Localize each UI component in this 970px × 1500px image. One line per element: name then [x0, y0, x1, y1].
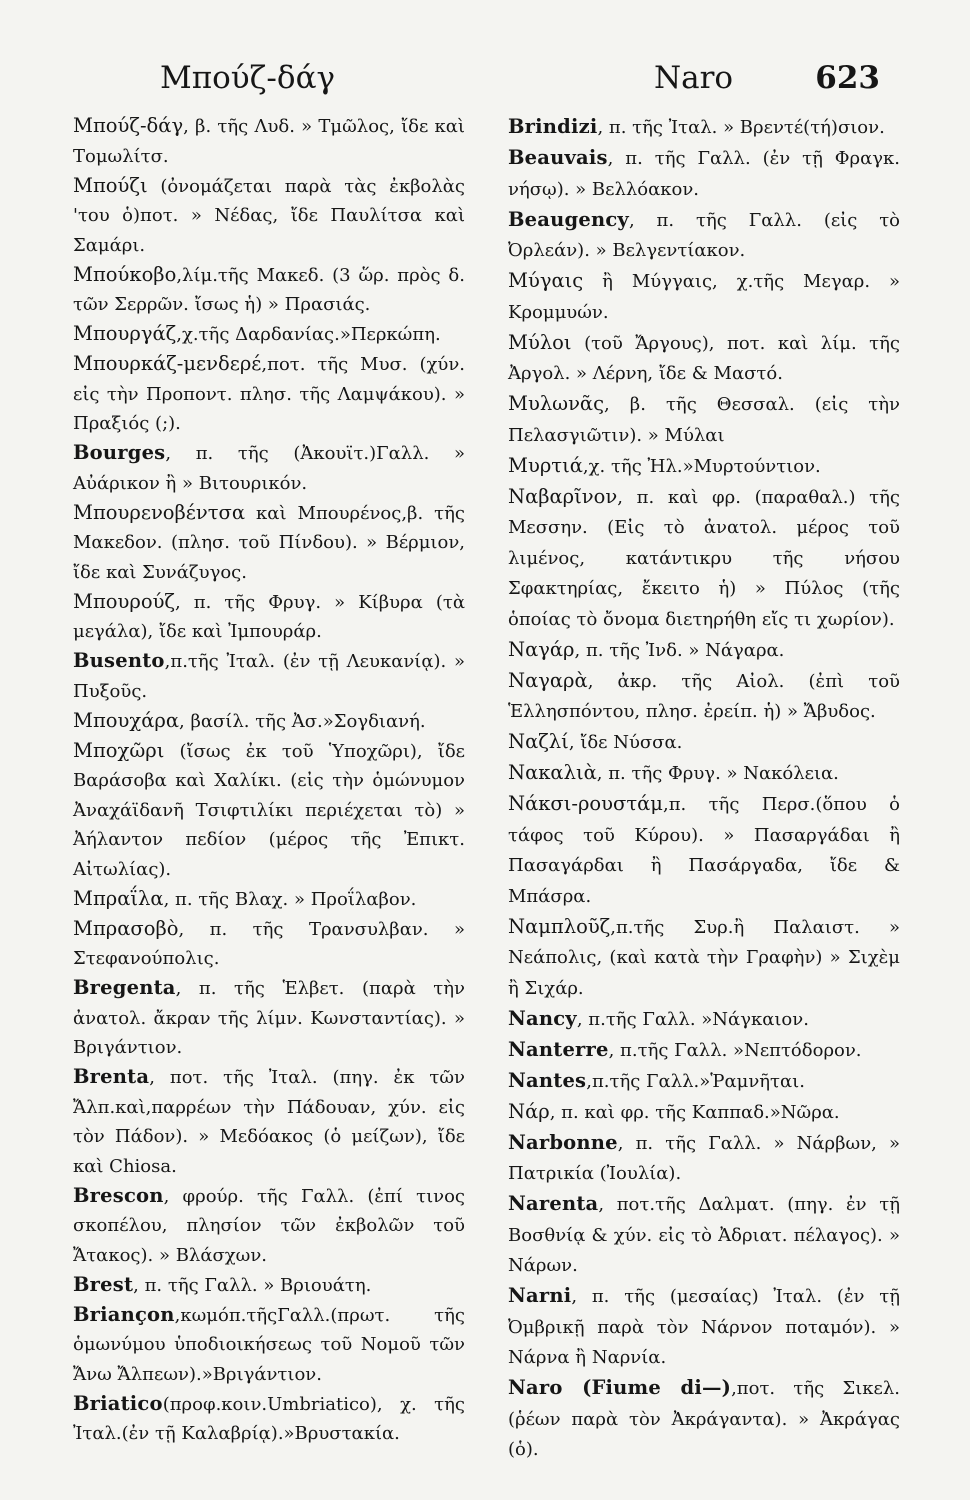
dictionary-entry: [508, 389, 900, 450]
entry-definition: , π. τῆς Φρυγ. » Κίβυρα (τὰ μεγάλα), ἴδε καὶ Ἰμπουράρ.: [73, 591, 465, 642]
dictionary-entry: [508, 789, 900, 911]
entry-headword: Brest: [73, 1272, 134, 1296]
dictionary-entry: [508, 1281, 900, 1373]
dictionary-entry: [508, 912, 900, 1004]
entry-headword: Brescon: [73, 1183, 164, 1207]
entry-definition: καὶ Μπουρένος,β. τῆς Μακεδον. (πλησ. τοῦ Πίνδου). » Βέρμιον, ἴδε καὶ Συνάζυγος.: [73, 502, 465, 583]
entry-headword: Μπούζ-δάγ: [73, 114, 184, 137]
entry-definition: (ὀνομάζεται παρὰ τὰς ἐκβολὰς 'του ὁ)ποτ. » Νέδας, ἴδε Παυλίτσα καὶ Σαμάρι.: [73, 175, 465, 256]
dictionary-entry: [508, 727, 900, 758]
dictionary-entry: [508, 112, 900, 143]
entry-headword: Beauvais: [508, 146, 608, 169]
entry-definition: , β. τῆς Λυδ. » Τμῶλος, ἴδε καὶ Τομωλίτσ.: [73, 116, 465, 167]
entry-definition: ,π. τῆς Περσ.(ὅπου ὁ τάφος τοῦ Κύρου). » Πασαργάδαι ἢ Πασαγάρδαι ἢ Πασάργαδα, ἴδε & Μπάσρα.: [508, 794, 900, 907]
dictionary-entry: [508, 1066, 900, 1097]
entry-headword: Brenta: [73, 1065, 150, 1088]
entry-definition: , ἀκρ. τῆς Αἰολ. (ἐπὶ τοῦ Ἑλλησπόντου, πλησ. ἐρείπ. ἡ) » Ἄβυδος.: [508, 670, 900, 722]
entry-definition: , ποτ.τῆς Δαλματ. (πηγ. ἐν τῇ Βοσθνίᾳ & χύν. εἰς τὸ Ἀδριατ. πέλαγος). » Νάρων.: [508, 1194, 900, 1276]
entry-headword: Ναζλί: [508, 730, 569, 753]
dictionary-entry: [508, 266, 900, 327]
dictionary-entry: [73, 261, 465, 320]
dictionary-entry: [73, 320, 465, 350]
dictionary-entry: [73, 439, 465, 498]
dictionary-entry: [508, 328, 900, 389]
header-last-entry: Naro: [654, 60, 734, 96]
entry-headword: Briatico: [73, 1391, 163, 1415]
entry-definition: , π. καὶ φρ. τῆς Καππαδ.»Νῶρα.: [549, 1101, 840, 1123]
entry-definition: ,λίμ.τῆς Μακεδ. (3 ὥρ. πρὸς δ. τῶν Σερρῶν. ἴσως ἡ) » Πρασιάς.: [73, 264, 465, 315]
dictionary-entry: [73, 737, 465, 885]
entry-headword: Bregenta: [73, 976, 176, 999]
dictionary-entry: [73, 350, 465, 439]
dictionary-entry: [508, 143, 900, 204]
dictionary-entry: [508, 1035, 900, 1066]
entry-definition: , π. τῆς Τρανσυλβαν. » Στεφανούπολις.: [73, 918, 465, 969]
dictionary-entry: [508, 205, 900, 266]
entry-headword: Nancy: [508, 1006, 577, 1030]
entry-definition: , φρούρ. τῆς Γαλλ. (ἐπί τινος σκοπέλου, πλησίον τῶν ἐκβολῶν τοῦ Ἄτακος). » Βλάσχων.: [73, 1185, 465, 1266]
dictionary-entry: [508, 482, 900, 635]
entry-headword: Μυλωνᾶς: [508, 392, 605, 415]
entry-definition: ,ποτ. τῆς Σικελ. (ῥέων παρὰ τὸν Ἀκράγαντα). » Ἀκράγας (ὁ).: [508, 1378, 900, 1460]
dictionary-entry: [73, 1182, 465, 1271]
entry-headword: Brindizi: [508, 115, 598, 138]
entry-definition: , π. καὶ φρ. (παραθαλ.) τῆς Μεσσην. (Εἰς τὸ ἀνατολ. μέρος τοῦ λιμένος, κατάντικρυ τῆς νήσου Σφακτηρίας, ἔκειτο ἡ) » Πύλος (τῆς ὁποίας τὸ ὄνομα διετηρήθη εἴς τι χωρίον).: [508, 486, 900, 630]
entry-headword: Μύγαις: [508, 269, 584, 292]
dictionary-entry: [73, 647, 465, 706]
right-column: [508, 112, 900, 1465]
entry-headword: Narenta: [508, 1192, 599, 1215]
entry-definition: , π.τῆς Γαλλ. »Νεπτόδορον.: [608, 1039, 862, 1061]
entry-definition: , π. τῆς Γαλλ. » Νάρβων, » Πατρικία (Ἰουλία).: [508, 1132, 900, 1184]
entry-headword: Briançon: [73, 1302, 175, 1326]
entry-definition: , π. τῆς (μεσαίας) Ἰταλ. (ἐν τῇ Ὀμβρικῇ παρὰ τὸν Νάρνον ποταμόν). » Νάρνα ἢ Ναρνία.: [508, 1286, 900, 1368]
entry-headword: Μύλοι: [508, 330, 572, 354]
dictionary-entry: [73, 1271, 465, 1301]
dictionary-entry: [508, 1128, 900, 1189]
entry-headword: Ναγαρὰ: [508, 668, 588, 692]
left-column: [73, 112, 465, 1449]
dictionary-entry: [508, 1373, 900, 1465]
entry-headword: Νακαλιὰ: [508, 761, 597, 784]
entry-definition: ,π.τῆς Γαλλ.»Ῥαμνῆται.: [586, 1070, 805, 1092]
entry-definition: , β. τῆς Θεσσαλ. (εἰς τὴν Πελασγιῶτιν). » Μύλαι: [508, 394, 900, 446]
dictionary-entry: [508, 1097, 900, 1128]
entry-definition: , π. τῆς Ἰνδ. » Νάγαρα.: [574, 639, 785, 661]
entry-definition: , βασίλ. τῆς Ἀσ.»Σογδιανή.: [179, 710, 426, 732]
dictionary-entry: [508, 1004, 900, 1035]
entry-headword: Ναβαρῖνον: [508, 484, 618, 508]
entry-definition: , π. τῆς Ἑλβετ. (παρὰ τὴν ἀνατολ. ἄκραν τῆς λίμν. Κωνσταντίας). » Βριγάντιον.: [73, 978, 465, 1058]
entry-definition: , π. τῆς Γαλλ. (εἰς τὸ Ὀρλεάν). » Βελγεντίακον.: [508, 209, 900, 261]
dictionary-entry: [73, 885, 465, 915]
entry-definition: (προφ.κοιν.Umbriatico), χ. τῆς Ἰταλ.(ἐν τῇ Καλαβρίᾳ).»Βρυστακία.: [73, 1393, 465, 1444]
entry-definition: ,π.τῆς Ἰταλ. (ἐν τῇ Λευκανίᾳ). » Πυξοῦς.: [73, 651, 465, 702]
entry-headword: Naro (Fiume di—): [508, 1376, 732, 1399]
page-number: 623: [815, 60, 880, 96]
entry-definition: , π. τῆς Βλαχ. » Προΐλαβον.: [163, 888, 417, 910]
entry-headword: Μυρτιά: [508, 453, 583, 477]
entry-definition: (τοῦ Ἄργους), ποτ. καὶ λίμ. τῆς Ἀργολ. » Λέρνη, ἴδε & Μαστό.: [508, 332, 900, 384]
entry-headword: Busento: [73, 649, 165, 672]
dictionary-entry: [73, 1301, 465, 1390]
entry-definition: , π. τῆς Ἰταλ. » Βρεντέ(τή)σιον.: [597, 117, 885, 138]
entry-headword: Μπουρκάζ-μενδερέ: [73, 352, 262, 375]
dictionary-entry: [73, 1390, 465, 1449]
dictionary-entry: [73, 172, 465, 261]
entry-headword: Μπρασοβὸ: [73, 916, 179, 940]
dictionary-entry: [73, 112, 465, 171]
entry-definition: , ποτ. τῆς Ἰταλ. (πηγ. ἐκ τῶν Ἄλπ.καὶ,παρρέων τὴν Πάδουαν, χύν. εἰς τὸν Πάδον). » Μεδόακος (ὁ μείζων), ἴδε καὶ Chiosa.: [73, 1067, 465, 1177]
entry-definition: , π. τῆς Φρυγ. » Νακόλεια.: [596, 763, 839, 784]
entry-headword: Μπουρούζ: [73, 589, 176, 613]
entry-definition: , π. τῆς (Ἀκουϊτ.)Γαλλ. » Αὐάρικον ἢ » Βιτουρικόν.: [73, 443, 465, 494]
dictionary-entry: [73, 974, 465, 1063]
dictionary-entry: [73, 588, 465, 647]
dictionary-entry: [73, 1063, 465, 1181]
running-header: [160, 58, 880, 102]
entry-headword: Beaugency: [508, 207, 629, 231]
entry-headword: Μπραΐλα: [73, 886, 164, 910]
header-first-entry: Μπούζ-δάγ: [160, 60, 336, 96]
entry-headword: Bourges: [73, 441, 166, 464]
entry-headword: Narni: [508, 1284, 572, 1307]
entry-headword: Μποχῶρι: [73, 738, 165, 762]
entry-definition: , ἴδε Νύσσα.: [568, 732, 683, 753]
entry-definition: , π. τῆς Γαλλ. » Βριουάτη.: [133, 1274, 372, 1296]
dictionary-entry: [508, 758, 900, 789]
entry-headword: Μπούκοβο: [73, 262, 177, 286]
entry-definition: ,ποτ. τῆς Μυσ. (χύν. εἰς τὴν Προποντ. πλησ. τῆς Λαμψάκου). » Πραξιός (;).: [73, 354, 465, 434]
entry-definition: ,κωμόπ.τῆςΓαλλ.(πρωτ. τῆς ὁμωνύμου ὑποδιοικήσεως τοῦ Νομοῦ τῶν Ἄνω Ἄλπεων).»Βριγάντιον.: [73, 1304, 465, 1385]
entry-headword: Μπουργάζ: [73, 322, 177, 345]
entry-definition: (ἴσως ἐκ τοῦ Ὑποχῶρι), ἴδε Βαράσοβα καὶ Χαλίκι. (εἰς τὴν ὁμώνυμον Ἀναχάϊδανῆ Τσιφτιλίκι περιέχεται τὸ) » Ἀήλαντον πεδίον (μέρος τῆς Ἐπικτ. Αἰτωλίας).: [73, 740, 465, 880]
dictionary-entry: [508, 666, 900, 727]
entry-headword: Ναγάρ: [508, 637, 575, 661]
dictionary-entry: [73, 499, 465, 588]
dictionary-entry: [508, 1189, 900, 1281]
entry-headword: Ναμπλοῦζ: [508, 914, 611, 938]
entry-definition: ,χ. τῆς Ἠλ.»Μυρτούντιον.: [582, 455, 821, 477]
entry-headword: Nantes: [508, 1068, 587, 1092]
dictionary-entry: [508, 635, 900, 666]
entry-headword: Μπουρενοβέντσα: [73, 500, 246, 524]
entry-definition: ,χ.τῆς Δαρδανίας.»Περκώπη.: [176, 324, 441, 345]
entry-definition: ,π.τῆς Συρ.ἢ Παλαιστ. » Νεάπολις, (καὶ κατὰ τὴν Γραφὴν) » Σιχὲμ ἢ Σιχάρ.: [508, 916, 900, 999]
entry-headword: Narbonne: [508, 1130, 618, 1154]
entry-headword: Nanterre: [508, 1037, 609, 1061]
entry-headword: Μπούζι: [73, 173, 148, 197]
entry-headword: Μπουχάρα: [73, 708, 179, 732]
entry-definition: , π. τῆς Γαλλ. (ἐν τῇ Φραγκ. νήσῳ). » Βελλόακον.: [508, 148, 900, 200]
entry-definition: ἢ Μύγγαις, χ.τῆς Μεγαρ. » Κρομμυών.: [508, 271, 900, 323]
entry-headword: Νάρ: [508, 1099, 550, 1123]
dictionary-entry: [73, 915, 465, 974]
dictionary-entry: [73, 707, 465, 737]
entry-headword: Νάκσι-ρουστάμ: [508, 792, 663, 815]
entry-definition: , π.τῆς Γαλλ. »Νάγκαιον.: [576, 1008, 809, 1030]
dictionary-entry: [508, 451, 900, 482]
